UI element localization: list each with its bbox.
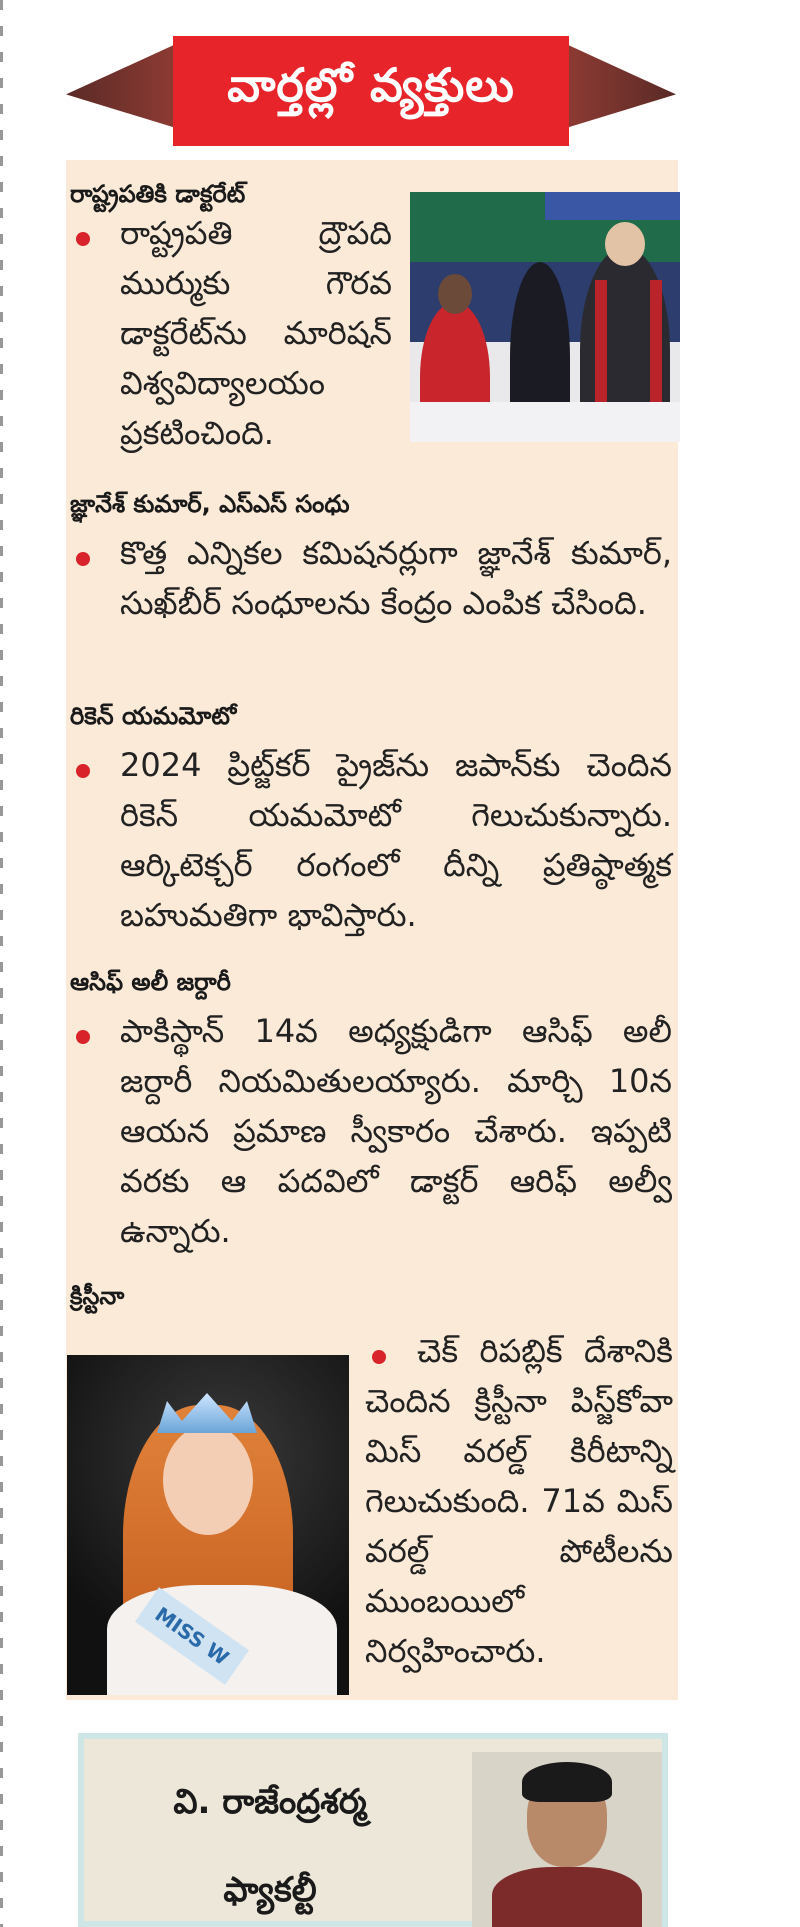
bullet-icon bbox=[76, 552, 90, 566]
graduation-photo bbox=[410, 192, 680, 442]
section-title-yamamoto: రికెన్ యమమోటో bbox=[70, 702, 237, 730]
section-body-commissioners: కొత్త ఎన్నికల కమిషనర్లుగా జ్ఞానేశ్ కుమార్, సుఖ్‌బీర్ సంధూలను కేంద్రం ఎంపిక చేసింది. bbox=[120, 534, 672, 622]
author-shirt bbox=[492, 1867, 642, 1927]
section-body-doctorate: రాష్ట్రపతి ద్రౌపది ముర్ముకు గౌరవ డాక్టరేట్‌ను మారిషన్ విశ్వవిద్యాలయం ప్రకటించింది. bbox=[120, 214, 392, 452]
figure-face bbox=[605, 222, 645, 266]
section-body-zardari: పాకిస్థాన్ 14వ అధ్యక్షుడిగా ఆసిఫ్ అలీ జర్దారీ నియమితులయ్యారు. మార్చి 10న ఆయన ప్రమాణ స్వీకారం చేశారు. ఇప్పటి వరకు ఆ పదవిలో డాక్టర్ ఆరిఫ్ అల్వీ ఉన్నారు. bbox=[120, 1012, 672, 1250]
bullet-icon bbox=[76, 232, 90, 246]
author-hair bbox=[522, 1762, 612, 1802]
section-body-krystyna: చెక్ రిపబ్లిక్ దేశానికి చెందిన క్రిస్టీనా పిస్జ్‌కోవా మిస్ వరల్డ్ కిరీటాన్ని గెలుచుకుంది. 71వ మిస్ వరల్డ్ పోటీలను ముంబయిలో నిర్వహించారు. bbox=[365, 1332, 673, 1670]
page-edge-line bbox=[0, 0, 3, 1927]
ribbon-tail-right bbox=[566, 44, 676, 128]
bullet-icon bbox=[76, 764, 90, 778]
section-title-zardari: ఆసిఫ్ అలీ జర్దారీ bbox=[70, 968, 231, 996]
section-title-commissioners: జ్ఞానేశ్ కుమార్, ఎస్ఎస్ సంధు bbox=[70, 490, 350, 518]
author-name: వి. రాజేంద్రశర్మ bbox=[173, 1782, 367, 1822]
section-title-krystyna: క్రిస్టీనా bbox=[70, 1282, 125, 1310]
face bbox=[163, 1425, 253, 1535]
miss-world-photo bbox=[67, 1355, 349, 1695]
section-body-yamamoto: 2024 ప్రిట్జ్‌కర్ ప్రైజ్‌ను జపాన్‌కు చెందిన రికెన్ యమమోటో గెలుచుకున్నారు. ఆర్కిటెక్చర్ రంగంలో దీన్ని ప్రతిష్ఠాత్మక బహుమతిగా భావిస్తారు. bbox=[120, 746, 672, 934]
page-title: వార్తల్లో వ్యక్తులు bbox=[173, 36, 569, 146]
author-role: ఫ్యాకల్టీ bbox=[223, 1870, 317, 1910]
sash: MISS W bbox=[135, 1587, 249, 1684]
ribbon-tail-left bbox=[66, 44, 176, 128]
photo-banner bbox=[545, 192, 680, 220]
header-ribbon bbox=[66, 36, 676, 148]
figure-head bbox=[438, 274, 472, 314]
bullet-icon bbox=[76, 1030, 90, 1044]
crown-icon bbox=[157, 1393, 257, 1433]
section-title-doctorate: రాష్ట్రపతికి డాక్టరేట్ bbox=[70, 180, 246, 208]
author-photo bbox=[472, 1752, 662, 1927]
podium bbox=[410, 402, 680, 442]
